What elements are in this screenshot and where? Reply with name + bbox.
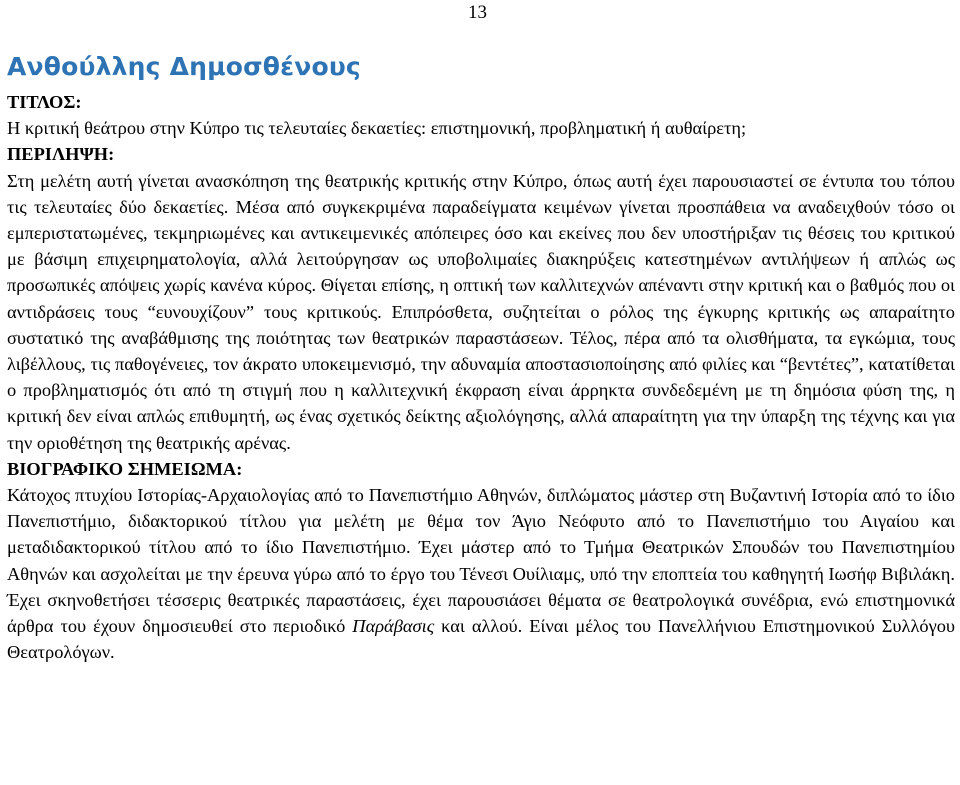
bio-text-part-1: Κάτοχος πτυχίου Ιστορίας-Αρχαιολογίας από το Πανεπιστήμιο Αθηνών, διπλώματος μάστερ στη Βυζαντινή Ιστορία από το ίδιο Πανεπιστήμιο, διδακτορικού τίτλου για μελέτη με θέμα τον Άγιο Νεόφυτο από το Πανεπιστήμιο του Αιγαίου και μεταδιδακτορικού τίτλου από το ίδιο Πανεπιστήμιο. Έχει μάστερ από το Τμήμα Θεατρικών Σπουδών του Πανεπιστημίου Αθηνών και ασχολείται με την έρευνα γύρω από το έργο του Τένεσι Ουίλιαμς, υπό την εποπτεία του καθηγητή Ιωσήφ Βιβιλάκη. Έχει σκηνοθετήσει τέσσερις θεατρικές παραστάσεις, έχει παρουσιάσει θέματα σε θεατρολογικά συνέδρια, ενώ επιστημονικά άρθρα του έχουν δημοσιευθεί στο περιοδικό xyxy=(7,485,955,637)
bio-text xyxy=(7,482,955,665)
page-number: 13 xyxy=(468,2,487,23)
article-content xyxy=(7,89,955,665)
bio-heading: ΒΙΟΓΡΑΦΙΚΟ ΣΗΜΕΙΩΜΑ: xyxy=(7,458,243,479)
bio-text-part-2: και αλλού. Είναι μέλος του Πανελλήνιου Επιστημονικού Συλλόγου Θεατρολόγων. xyxy=(7,616,955,663)
journal-name: Παράβασις xyxy=(352,616,435,637)
author-name: Ανθούλλης Δημοσθένους xyxy=(7,52,361,81)
title-text: Η κριτική θεάτρου στην Κύπρο τις τελευταίες δεκαετίες: επιστημονική, προβληματική ή αυθαίρετη; xyxy=(7,118,747,139)
title-heading: ΤΙΤΛΟΣ: xyxy=(7,92,82,112)
abstract-heading: ΠΕΡΙΛΗΨΗ: xyxy=(7,144,115,165)
abstract-text: Στη μελέτη αυτή γίνεται ανασκόπηση της θεατρικής κριτικής στην Κύπρο, όπως αυτή έχει παρουσιαστεί σε έντυπα του τόπου τις τελευταίες δύο δεκαετίες. Μέσα από συγκεκριμένα παραδείγματα κειμένων γίνεται προσπάθεια να αναδειχθούν τόσο οι εμπεριστατωμένες, τεκμηριωμένες και αντικειμενικές απόπειρες όσο και εκείνες που δεν υποστήριξαν τις θέσεις του κριτικού με βάσιμη επιχειρηματολογία, αλλά λειτούργησαν ως υποβολιμαίες διακηρύξεις κατεστημένων αντιλήψεων ή απλώς ως προσωπικές απόψεις χωρίς κανένα κύρος. Θίγεται επίσης, η οπτική των καλλιτεχνών απέναντι στην κριτική και ο βαθμός που οι αντιδράσεις τους “ευνουχίζουν” τους κριτικούς. Επιπρόσθετα, συζητείται ο ρόλος της έγκυρης κριτικής ως απαραίτητο συστατικό της αναβάθμισης της ποιότητας των θεατρικών παραστάσεων. Τέλος, πέρα από τα ολισθήματα, τα εγκώμια, τους λιβέλλους, τις παθογένειες, τον άκρατο υποκειμενισμό, την αδυναμία αποστασιοποίησης από φιλίες και “βεντέτες”, κατατίθεται ο προβληματισμός ότι από τη στιγμή που η καλλιτεχνική έκφραση είναι άρρηκτα συνδεδεμένη με τη δημόσια φύση της, η κριτική δεν είναι απλώς επιθυμητή, ως ένας σχετικός δείκτης αξιολόγησης, αλλά απαραίτητη για την ύπαρξη της τέχνης και για την οριοθέτηση της θεατρικής αρένας. xyxy=(7,170,955,453)
